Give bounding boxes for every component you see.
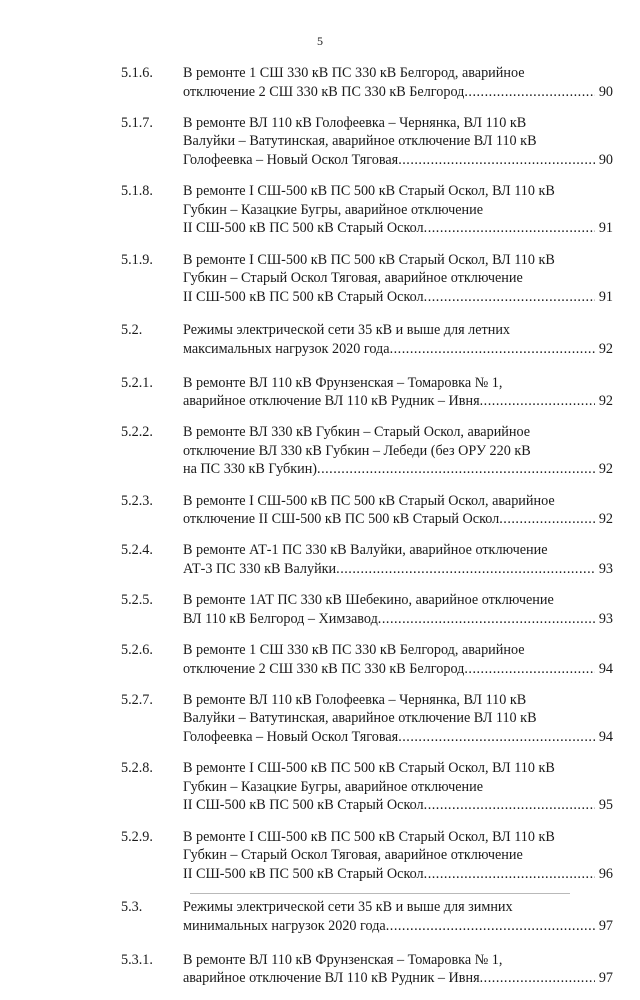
toc-entry-title [183, 374, 613, 411]
toc-entry-line: В ремонте ВЛ 110 кВ Голофеевка – Чернянка, ВЛ 110 кВ [183, 114, 527, 131]
toc-entry-page: 92 [598, 511, 613, 528]
toc-entry[interactable] [121, 423, 613, 479]
toc-entry-title [183, 182, 613, 238]
scan-edge-line [190, 893, 570, 894]
toc-entry-line: минимальных нагрузок 2020 года [183, 917, 386, 934]
toc-entry-title [183, 898, 613, 935]
toc-entry-number: 5.1.7. [121, 114, 153, 131]
toc-entry-line: отключение II СШ-500 кВ ПС 500 кВ Старый Оскол [183, 511, 500, 528]
table-of-contents [121, 64, 613, 1000]
toc-entry-page: 92 [598, 393, 613, 410]
toc-entry-line: Режимы электрической сети 35 кВ и выше для зимних [183, 899, 513, 916]
toc-entry-page: 94 [598, 660, 613, 677]
toc-entry-line: В ремонте I СШ-500 кВ ПС 500 кВ Старый Оскол, аварийное [183, 492, 555, 509]
toc-entry-title [183, 492, 613, 529]
toc-entry-number: 5.2.8. [121, 760, 153, 777]
dot-leader [398, 728, 595, 747]
toc-entry-line: В ремонте I СШ-500 кВ ПС 500 кВ Старый Оскол, ВЛ 110 кВ [183, 828, 555, 845]
toc-entry[interactable] [121, 951, 613, 988]
toc-entry-title [183, 828, 613, 884]
toc-entry-page: 92 [598, 461, 613, 478]
toc-entry-number: 5.2.2. [121, 424, 153, 441]
toc-entry-title [183, 951, 613, 988]
toc-entry-line: В ремонте ВЛ 110 кВ Фрунзенская – Томаровка № 1, [183, 374, 503, 391]
toc-entry-number: 5.1.6. [121, 65, 153, 81]
dot-leader [317, 460, 595, 479]
toc-entry-title [183, 591, 613, 628]
toc-entry-title [183, 759, 613, 815]
dot-leader [378, 610, 595, 629]
toc-entry-page: 94 [598, 728, 613, 745]
toc-entry-page: 97 [598, 917, 613, 934]
toc-entry-number: 5.2.5. [121, 592, 153, 609]
toc-entry-line: Валуйки – Ватутинская, аварийное отключение ВЛ 110 кВ [183, 133, 537, 150]
toc-entry-title [183, 64, 613, 101]
toc-entry-number: 5.2. [121, 322, 143, 339]
toc-entry-page: 92 [598, 340, 613, 357]
toc-entry-line: отключение ВЛ 330 кВ Губкин – Лебеди (без ОРУ 220 кВ [183, 442, 531, 459]
toc-entry-number: 5.2.9. [121, 828, 153, 845]
dot-leader [336, 560, 595, 579]
toc-entry-page: 93 [598, 561, 613, 578]
toc-entry-line: Губкин – Казацкие Бугры, аварийное отключение [183, 778, 484, 795]
toc-entry-line: на ПС 330 кВ Губкин) [183, 461, 318, 478]
toc-entry-line: максимальных нагрузок 2020 года [183, 340, 390, 357]
toc-entry-line: В ремонте ВЛ 330 кВ Губкин – Старый Оскол, аварийное [183, 424, 531, 441]
toc-entry[interactable] [121, 251, 613, 307]
toc-entry-line: II СШ-500 кВ ПС 500 кВ Старый Оскол [183, 797, 424, 814]
toc-entry-line: II СШ-500 кВ ПС 500 кВ Старый Оскол [183, 865, 424, 882]
toc-entry-page: 96 [598, 865, 613, 882]
toc-entry-line: ВЛ 110 кВ Белгород – Химзавод [183, 610, 378, 627]
toc-entry-line: В ремонте АТ-1 ПС 330 кВ Валуйки, аварийное отключение [183, 542, 548, 559]
toc-entry-title [183, 321, 613, 358]
toc-entry-number: 5.2.6. [121, 642, 153, 658]
dot-leader [464, 660, 595, 679]
toc-entry-line: Губкин – Старый Оскол Тяговая, аварийное отключение [183, 270, 523, 287]
toc-entry-line: II СШ-500 кВ ПС 500 кВ Старый Оскол [183, 288, 424, 305]
toc-entry-title [183, 251, 613, 307]
toc-entry[interactable] [121, 182, 613, 238]
dot-leader [480, 969, 595, 988]
toc-entry-line: В ремонте I СШ-500 кВ ПС 500 кВ Старый Оскол, ВЛ 110 кВ [183, 251, 555, 268]
toc-entry-page: 93 [598, 610, 613, 627]
toc-entry-line: Губкин – Старый Оскол Тяговая, аварийное отключение [183, 847, 523, 864]
dot-leader [424, 219, 595, 238]
toc-entry[interactable] [121, 492, 613, 529]
page-number: 5 [317, 34, 323, 48]
toc-entry-line: аварийное отключение ВЛ 110 кВ Рудник – Ивня [183, 970, 480, 987]
toc-entry-number: 5.2.3. [121, 492, 153, 509]
toc-entry[interactable] [121, 641, 613, 678]
toc-entry[interactable] [121, 691, 613, 747]
toc-entry[interactable] [121, 898, 613, 935]
toc-entry[interactable] [121, 591, 613, 628]
toc-entry-number: 5.3.1. [121, 951, 153, 968]
toc-entry-title [183, 691, 613, 747]
toc-entry-title [183, 541, 613, 578]
dot-leader [424, 865, 595, 884]
toc-entry-number: 5.1.8. [121, 183, 153, 200]
toc-entry[interactable] [121, 759, 613, 815]
toc-entry-line: Губкин – Казацкие Бугры, аварийное отключение [183, 201, 484, 218]
toc-entry-number: 5.2.1. [121, 374, 153, 391]
toc-entry[interactable] [121, 114, 613, 170]
toc-entry-page: 91 [598, 288, 613, 305]
toc-entry-title [183, 641, 613, 678]
dot-leader [480, 392, 595, 411]
toc-entry-line: В ремонте ВЛ 110 кВ Фрунзенская – Томаровка № 1, [183, 951, 503, 968]
toc-entry[interactable] [121, 64, 613, 101]
dot-leader [424, 288, 595, 307]
dot-leader [499, 510, 595, 529]
toc-entry-page: 95 [598, 797, 613, 814]
dot-leader [390, 340, 595, 359]
toc-entry[interactable] [121, 541, 613, 578]
toc-entry-number: 5.1.9. [121, 251, 153, 268]
toc-entry-line: АТ-3 ПС 330 кВ Валуйки [183, 561, 337, 578]
toc-entry-title [183, 423, 613, 479]
toc-entry[interactable] [121, 321, 613, 358]
toc-entry-number: 5.2.7. [121, 691, 153, 708]
toc-entry-number: 5.2.4. [121, 542, 153, 559]
toc-entry-page: 90 [598, 83, 613, 100]
toc-entry-page: 90 [598, 151, 613, 168]
dot-leader [398, 151, 595, 170]
toc-entry-line: В ремонте 1 СШ 330 кВ ПС 330 кВ Белгород, аварийное [183, 65, 525, 81]
toc-entry[interactable] [121, 828, 613, 884]
toc-entry-line: В ремонте I СШ-500 кВ ПС 500 кВ Старый Оскол, ВЛ 110 кВ [183, 183, 555, 200]
toc-entry-line: В ремонте 1АТ ПС 330 кВ Шебекино, аварийное отключение [183, 592, 554, 609]
toc-entry-page: 91 [598, 220, 613, 237]
dot-leader [386, 917, 595, 936]
toc-entry-title [183, 114, 613, 170]
toc-entry[interactable] [121, 374, 613, 411]
toc-entry-line: Режимы электрической сети 35 кВ и выше для летних [183, 322, 511, 339]
toc-entry-line: аварийное отключение ВЛ 110 кВ Рудник – Ивня [183, 393, 480, 410]
toc-entry-line: отключение 2 СШ 330 кВ ПС 330 кВ Белгород [183, 83, 465, 100]
toc-entry-line: В ремонте 1 СШ 330 кВ ПС 330 кВ Белгород, аварийное [183, 642, 525, 658]
dot-leader [424, 796, 595, 815]
toc-entry-page: 97 [598, 970, 613, 987]
toc-entry-number: 5.3. [121, 899, 143, 916]
toc-entry-line: В ремонте I СШ-500 кВ ПС 500 кВ Старый Оскол, ВЛ 110 кВ [183, 760, 555, 777]
toc-entry-line: Валуйки – Ватутинская, аварийное отключение ВЛ 110 кВ [183, 710, 537, 727]
toc-entry-line: Голофеевка – Новый Оскол Тяговая [183, 151, 399, 168]
toc-entry-line: отключение 2 СШ 330 кВ ПС 330 кВ Белгород [183, 660, 465, 677]
dot-leader [464, 83, 595, 102]
toc-entry-line: II СШ-500 кВ ПС 500 кВ Старый Оскол [183, 220, 424, 237]
toc-entry-line: Голофеевка – Новый Оскол Тяговая [183, 728, 399, 745]
toc-entry-line: В ремонте ВЛ 110 кВ Голофеевка – Чернянка, ВЛ 110 кВ [183, 691, 527, 708]
